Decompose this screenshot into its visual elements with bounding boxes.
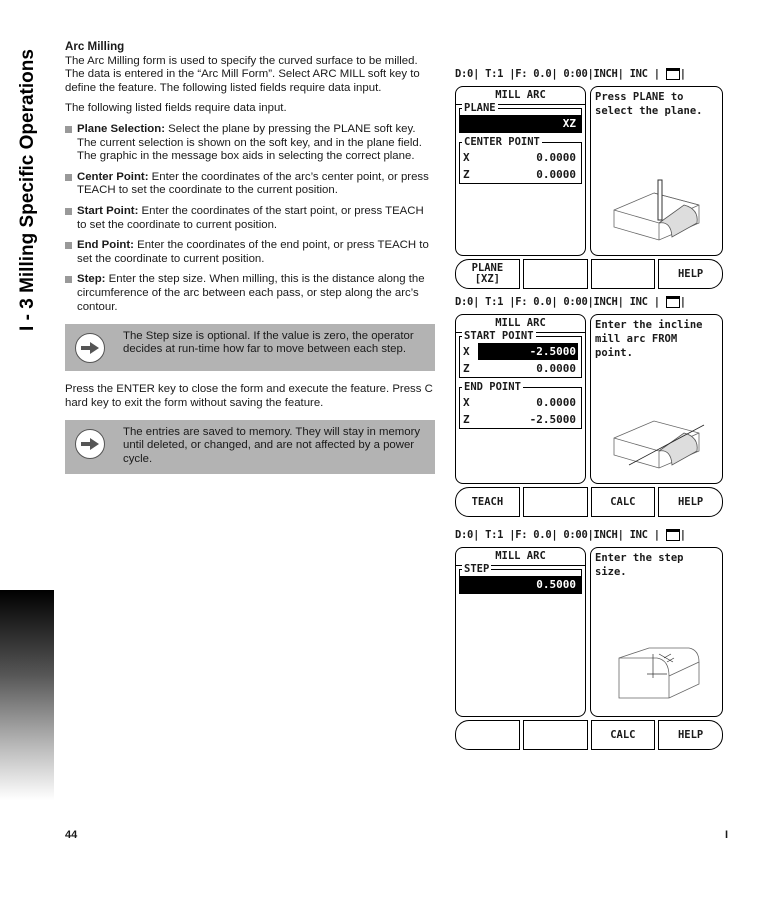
field-value: -2.5000: [529, 413, 576, 426]
softkey-1[interactable]: [455, 720, 520, 750]
description: Select the plane by pressing the PLANE soft key. The current selection is shown on the soft key, and in the plane field. The graphic in the message box aids in selecting the correct plane.: [77, 122, 422, 163]
field-value: 0.0000: [536, 168, 576, 181]
group-label: START POINT: [464, 330, 534, 342]
form-pane: [455, 547, 586, 717]
axis-label: X: [463, 151, 470, 164]
group-start-point: [459, 330, 582, 378]
description: Enter the coordinates of the end point, or press TEACH to set the coordinate to current position.: [77, 239, 429, 265]
help-softkey[interactable]: HELP: [658, 487, 723, 517]
form-title: MILL ARC: [456, 548, 585, 566]
message-pane: [590, 547, 723, 717]
axis-label: Z: [463, 362, 470, 375]
note-text: The Step size is optional. If the value is zero, the operator decides at run-time how far to move between each step.: [123, 330, 414, 356]
bullet-square-icon: [65, 242, 72, 249]
arrow-right-icon: [75, 333, 105, 363]
field-value: XZ: [562, 117, 576, 130]
page-number: 44: [65, 829, 78, 841]
softkey-3[interactable]: [591, 259, 656, 289]
intro-paragraph-2: The following listed fields require data input.: [65, 102, 287, 115]
group-center-point: [459, 136, 582, 184]
term: Start Point:: [77, 204, 139, 217]
note-box-memory: [65, 420, 435, 474]
message-text: Enter the incline mill arc FROM point.: [595, 319, 703, 359]
list-item-start: [65, 205, 435, 232]
softkey-2[interactable]: [523, 487, 588, 517]
end-x-field[interactable]: [460, 394, 581, 411]
form-title: MILL ARC: [456, 87, 585, 105]
message-text: Press PLANE to select the plane.: [595, 91, 703, 117]
calc-softkey[interactable]: CALC: [591, 720, 656, 750]
status-bar: D:0| T:1 |F: 0.0| 0:00|INCH| INC | |: [455, 68, 686, 80]
axis-label: X: [463, 396, 470, 409]
plane-field[interactable]: [460, 115, 581, 132]
description: Enter the step size. When milling, this is the distance along the circumference of the arc between each pass, or step along the arc’s contour.: [77, 273, 425, 313]
description: Enter the coordinates of the start point, or press TEACH to set the coordinate to current position.: [77, 204, 424, 231]
enter-paragraph: Press the ENTER key to close the form and execute the feature. Press C hard key to exit the form without saving the feature.: [65, 383, 433, 409]
axis-label: X: [463, 345, 470, 358]
step-size-illustration-icon: [609, 636, 709, 706]
message-pane: [590, 86, 723, 256]
term: End Point:: [77, 239, 134, 252]
term: Plane Selection:: [77, 122, 165, 135]
softkey-2[interactable]: [523, 259, 588, 289]
plane-softkey[interactable]: PLANE [XZ]: [455, 259, 520, 289]
field-value: 0.0000: [536, 396, 576, 409]
field-value: 0.0000: [536, 151, 576, 164]
status-bar: D:0| T:1 |F: 0.0| 0:00|INCH| INC | |: [455, 296, 686, 308]
settings-icon: [666, 68, 680, 80]
list-item-end: [65, 239, 435, 266]
bullet-square-icon: [65, 174, 72, 181]
message-text: Enter the step size.: [595, 552, 684, 578]
form-title: MILL ARC: [456, 315, 585, 333]
description: Enter the coordinates of the arc’s center point, or press TEACH to set the coordinate to the current position.: [77, 170, 429, 197]
axis-label: Z: [463, 168, 470, 181]
group-label: END POINT: [464, 381, 521, 393]
term: Center Point:: [77, 170, 149, 183]
help-softkey[interactable]: HELP: [658, 720, 723, 750]
settings-icon: [666, 296, 680, 308]
list-item-center: [65, 171, 435, 198]
help-softkey[interactable]: HELP: [658, 259, 723, 289]
chapter-side-title: [6, 40, 50, 340]
center-x-field[interactable]: [460, 149, 581, 166]
softkey-2[interactable]: [523, 720, 588, 750]
group-label: CENTER POINT: [464, 136, 540, 148]
start-x-field[interactable]: [460, 343, 581, 360]
center-z-field[interactable]: [460, 166, 581, 183]
field-value: 0.0000: [536, 362, 576, 375]
start-z-field[interactable]: [460, 360, 581, 377]
field-value: -2.5000: [478, 343, 578, 360]
chapter-title-text: I - 3 Milling Specific Operations: [17, 49, 38, 331]
bullet-square-icon: [65, 208, 72, 215]
chapter-mark: I: [725, 829, 729, 841]
softkey-bar: [455, 259, 723, 289]
status-text: D:0| T:1 |F: 0.0| 0:00|INCH| INC |: [455, 529, 660, 541]
arrow-right-icon: [75, 429, 105, 459]
text-column: [65, 40, 435, 486]
arc-plane-illustration-icon: [609, 175, 709, 245]
end-z-field[interactable]: [460, 411, 581, 428]
section-heading: Arc Milling: [65, 40, 125, 53]
settings-icon: [666, 529, 680, 541]
softkey-bar: [455, 487, 723, 517]
axis-label: Z: [463, 413, 470, 426]
list-item-plane: [65, 123, 435, 164]
chapter-tab-gradient: [0, 590, 54, 800]
note-text: The entries are saved to memory. They will stay in memory until deleted, or changed, and are not affected by a power cycle.: [123, 426, 421, 465]
form-pane: [455, 314, 586, 484]
intro-paragraph: The Arc Milling form is used to specify the curved surface to be milled. The data is entered in the “Arc Mill Form”. Select ARC MILL soft key to define the feature. The following listed fields require data input.: [65, 54, 420, 94]
field-value: 0.5000: [536, 578, 576, 591]
calc-softkey[interactable]: CALC: [591, 487, 656, 517]
group-step: [459, 563, 582, 594]
status-text: D:0| T:1 |F: 0.0| 0:00|INCH| INC |: [455, 68, 660, 80]
status-text: D:0| T:1 |F: 0.0| 0:00|INCH| INC |: [455, 296, 660, 308]
dro-screen-step: [455, 529, 723, 750]
dro-screen-points: [455, 296, 723, 517]
group-plane: [459, 102, 582, 133]
field-list: [65, 123, 435, 314]
form-pane: [455, 86, 586, 256]
group-end-point: [459, 381, 582, 429]
step-field[interactable]: [460, 576, 581, 593]
group-label: STEP: [464, 563, 490, 575]
arc-from-point-illustration-icon: [609, 403, 709, 473]
teach-softkey[interactable]: TEACH: [455, 487, 520, 517]
softkey-bar: [455, 720, 723, 750]
dro-screen-plane: [455, 68, 723, 289]
status-bar: D:0| T:1 |F: 0.0| 0:00|INCH| INC | |: [455, 529, 686, 541]
list-item-step: [65, 273, 435, 314]
term: Step:: [77, 273, 106, 286]
message-pane: [590, 314, 723, 484]
bullet-square-icon: [65, 126, 72, 133]
note-box-step: [65, 324, 435, 371]
group-label: PLANE: [464, 102, 496, 114]
bullet-square-icon: [65, 276, 72, 283]
